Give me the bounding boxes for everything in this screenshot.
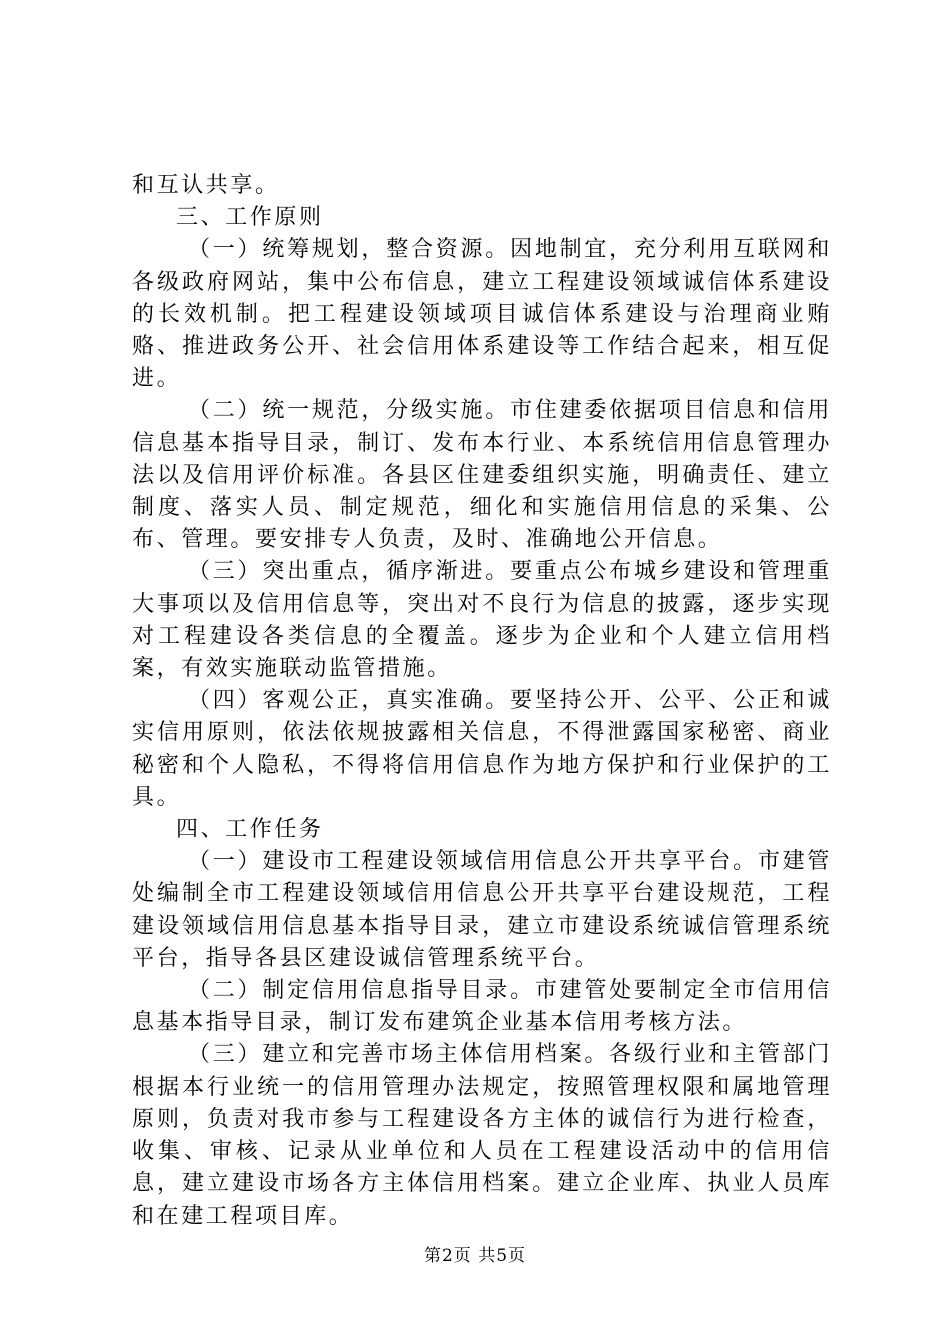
paragraph-principle-2: （二）统一规范，分级实施。市住建委依据项目信息和信用信息基本指导目录，制订、发布本行业、本系统信用信息管理办法以及信用评价标准。各县区住建委组织实施，明确责任、建立制度、落实人员、制定规范，细化和实施信用信息的采集、公布、管理。要安排专人负责，及时、准确地公开信息。 <box>132 398 832 553</box>
page-number-footer: 第2页 共5页 <box>423 1246 527 1266</box>
document-body <box>132 170 832 1233</box>
paragraph-principle-1: （一）统筹规划，整合资源。因地制宜，充分利用互联网和各级政府网站，集中公布信息，建立工程建设领域诚信体系建设的长效机制。把工程建设领域项目诚信体系建设与治理商业贿赂、推进政务公开、社会信用体系建设等工作结合起来，相互促进。 <box>132 237 832 392</box>
paragraph-continuation: 和互认共享。 <box>132 173 280 198</box>
paragraph-task-1: （一）建设市工程建设领域信用信息公开共享平台。市建管处编制全市工程建设领域信用信息公开共享平台建设规范，工程建设领域信用信息基本指导目录，建立市建设系统诚信管理系统平台，指导各县区建设诚信管理系统平台。 <box>132 849 832 971</box>
paragraph-principle-3: （三）突出重点，循序渐进。要重点公布城乡建设和管理重大事项以及信用信息等，突出对不良行为信息的披露，逐步实现对工程建设各类信息的全覆盖。逐步为企业和个人建立信用档案，有效实施联动监管措施。 <box>132 559 832 682</box>
section-heading-4: 四、工作任务 <box>176 817 324 843</box>
section-heading-3: 三、工作原则 <box>176 205 324 231</box>
paragraph-task-3: （三）建立和完善市场主体信用档案。各级行业和主管部门根据本行业统一的信用管理办法规定，按照管理权限和属地管理原则，负责对我市参与工程建设各方主体的诚信行为进行检查，收集、审核、记录从业单位和人员在工程建设活动中的信用信息，建立建设市场各方主体信用档案。建立企业库、执业人员库和在建工程项目库。 <box>132 1042 832 1229</box>
paragraph-principle-4: （四）客观公正，真实准确。要坚持公开、公平、公正和诚实信用原则，依法依规披露相关信息，不得泄露国家秘密、商业秘密和个人隐私，不得将信用信息作为地方保护和行业保护的工具。 <box>132 688 832 810</box>
paragraph-task-2: （二）制定信用信息指导目录。市建管处要制定全市信用信息基本指导目录，制订发布建筑企业基本信用考核方法。 <box>132 978 832 1036</box>
